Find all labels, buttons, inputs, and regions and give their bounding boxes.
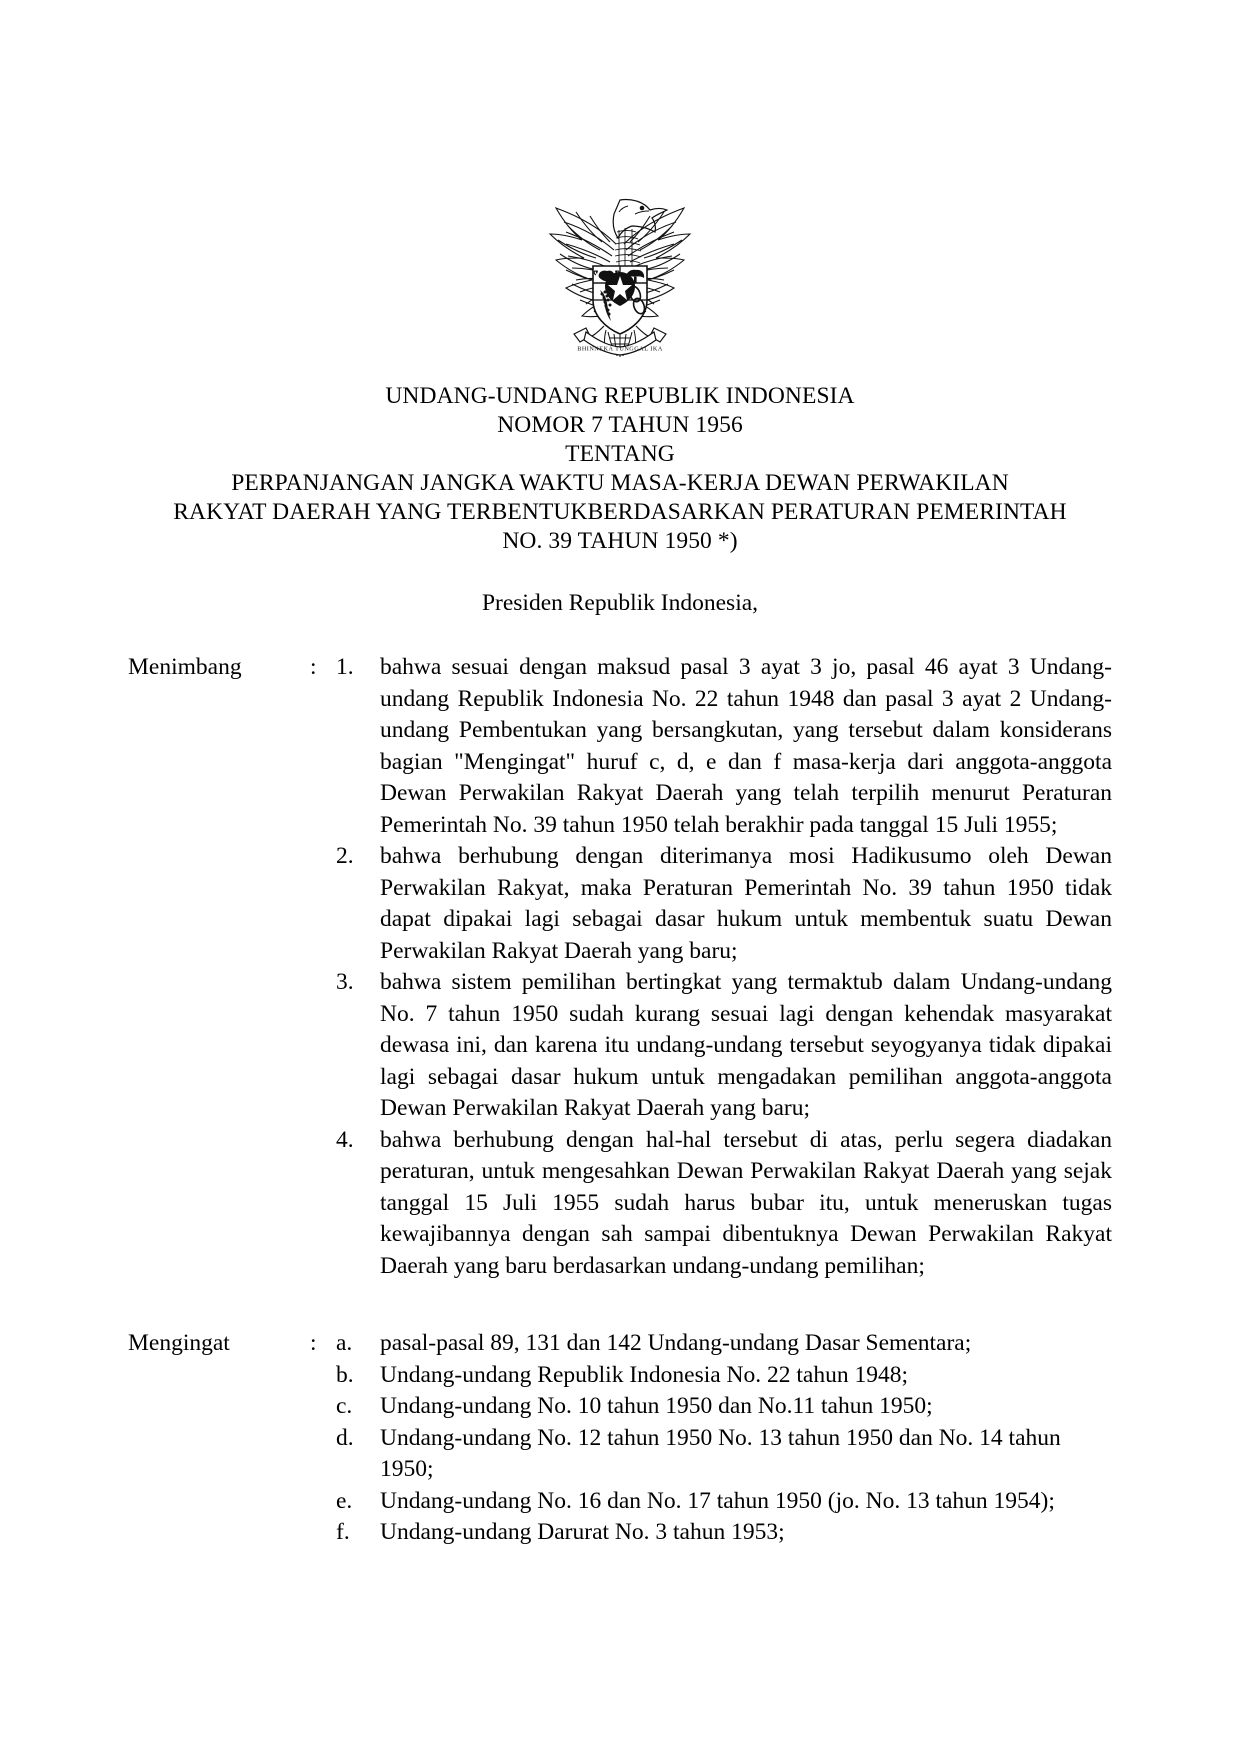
section-label-mengingat: Mengingat [128, 1330, 230, 1356]
title-line-subject-1: PERPANJANGAN JANGKA WAKTU MASA-KERJA DEWAN PERWAKILAN [231, 470, 1009, 496]
item-marker: f. [336, 1519, 350, 1545]
list-item [336, 1125, 1112, 1283]
item-text: Undang-undang No. 16 dan No. 17 tahun 1950 (jo. No. 13 tahun 1954); [380, 1487, 1055, 1514]
item-text: bahwa berhubung dengan hal-hal tersebut di atas, perlu segera diadakan peraturan, untuk mengesahkan Dewan Perwakilan Rakyat Daerah yang sejak tanggal 15 Juli 1955 sudah harus bubar itu, untuk meneruskan tugas kewajibannya dengan sah sampai dibentuknya Dewan Perwakilan Rakyat Daerah yang baru berdasarkan undang-undang pemilihan; [380, 1126, 1112, 1279]
title-line-subject-3: NO. 39 TAHUN 1950 *) [502, 528, 738, 554]
section-body-menimbang [336, 652, 1112, 1282]
item-marker: a. [336, 1330, 353, 1356]
section-mengingat [128, 1328, 1112, 1549]
emblem-container [128, 0, 1112, 364]
list-item [336, 1486, 1112, 1518]
list-item [336, 967, 1112, 1125]
section-menimbang [128, 652, 1112, 1282]
title-line-subject-2: RAKYAT DAERAH YANG TERBENTUKBERDASARKAN PERATURAN PEMERINTAH [173, 499, 1067, 525]
list-item [336, 1391, 1112, 1423]
item-text: bahwa berhubung dengan diterimanya mosi Hadikusumo oleh Dewan Perwakilan Rakyat, maka Peraturan Pemerintah No. 39 tahun 1950 tidak dapat dipakai lagi sebagai dasar hukum untuk membentuk suatu Dewan Perwakilan Rakyat Daerah yang baru; [380, 843, 1112, 964]
list-item [336, 1360, 1112, 1392]
item-marker: e. [336, 1487, 353, 1514]
title-line-1: UNDANG-UNDANG REPUBLIK INDONESIA [385, 383, 855, 409]
item-text: bahwa sistem pemilihan bertingkat yang termaktub dalam Undang-undang No. 7 tahun 1950 sudah kurang sesuai lagi dengan kehendak masyarakat dewasa ini, dan karena itu undang-undang tersebut seyogyanya tidak dipakai lagi sebagai dasar hukum untuk mengadakan pemilihan anggota-anggota Dewan Perwakilan Rakyat Daerah yang baru; [380, 969, 1112, 1121]
item-marker: 4. [336, 1126, 354, 1153]
item-text: bahwa sesuai dengan maksud pasal 3 ayat 3 jo, pasal 46 ayat 3 Undang-undang Republik Indonesia No. 22 tahun 1948 dan pasal 3 ayat 2 Undang-undang Pembentukan yang bersangkutan, yang tersebut dalam konsiderans bagian "Mengingat" huruf c, d, e dan f masa-kerja dari anggota-anggota Dewan Perwakilan Rakyat Daerah yang telah terpilih menurut Peraturan Pemerintah No. 39 tahun 1950 telah berakhir pada tanggal 15 Juli 1955; [380, 654, 1112, 838]
svg-text:BHINNEKA TUNGGAL IKA: BHINNEKA TUNGGAL IKA [577, 345, 663, 353]
title-line-tentang: TENTANG [565, 441, 675, 467]
section-colon-mengingat: : [310, 1330, 317, 1356]
item-marker: b. [336, 1361, 354, 1388]
item-text: Undang-undang Darurat No. 3 tahun 1953; [380, 1519, 785, 1545]
list-item [336, 1423, 1112, 1486]
section-body-mengingat [336, 1328, 1112, 1549]
section-label-menimbang: Menimbang [128, 654, 242, 680]
item-text: Undang-undang Republik Indonesia No. 22 tahun 1948; [380, 1361, 909, 1388]
item-text: pasal-pasal 89, 131 dan 142 Undang-undang Dasar Sementara; [380, 1330, 972, 1356]
garuda-pancasila-emblem [520, 182, 720, 364]
section-colon-menimbang: : [310, 654, 317, 680]
item-marker: 1. [336, 654, 354, 680]
page-content [128, 0, 1112, 1549]
title-line-nomor: NOMOR 7 TAHUN 1956 [497, 412, 743, 438]
list-item [336, 841, 1112, 967]
item-marker: c. [336, 1393, 353, 1419]
list-item [336, 1328, 1112, 1360]
item-marker: 2. [336, 843, 354, 869]
item-marker: 3. [336, 969, 354, 995]
list-item [336, 1517, 1112, 1549]
item-text: Undang-undang No. 12 tahun 1950 No. 13 tahun 1950 dan No. 14 tahun 1950; [380, 1424, 1061, 1482]
document-title-block [128, 382, 1112, 556]
list-item [336, 652, 1112, 841]
item-marker: d. [336, 1424, 354, 1451]
item-text: Undang-undang No. 10 tahun 1950 dan No.11 tahun 1950; [380, 1393, 933, 1419]
president-line: Presiden Republik Indonesia, [481, 590, 759, 616]
